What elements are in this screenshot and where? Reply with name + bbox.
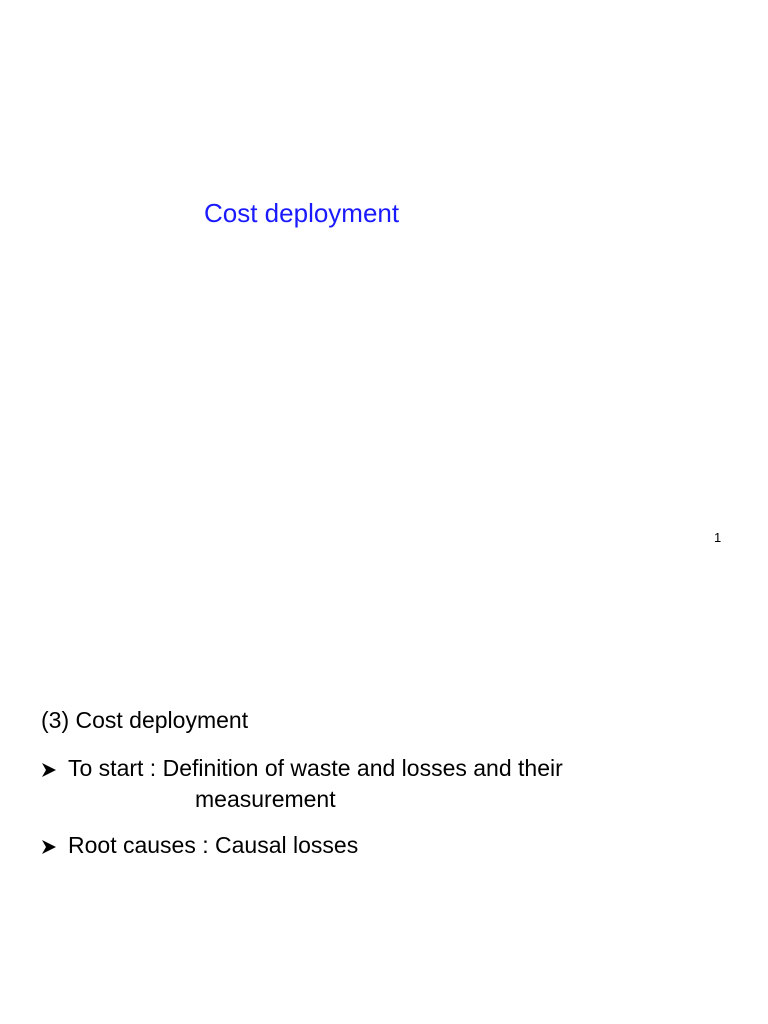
arrowhead-bullet-icon <box>41 762 57 778</box>
bullet-item <box>41 753 563 815</box>
bullet-text: Root causes : Causal losses <box>68 832 359 858</box>
bullet-text-continuation: measurement <box>195 786 336 812</box>
bullet-item <box>41 830 358 861</box>
arrowhead-bullet-icon <box>41 839 57 855</box>
section-heading: (3) Cost deployment <box>41 707 249 733</box>
bullet-text: To start : Definition of waste and losses and their <box>68 755 563 781</box>
slide-title: Cost deployment <box>204 198 400 228</box>
page-number: 1 <box>714 530 722 545</box>
